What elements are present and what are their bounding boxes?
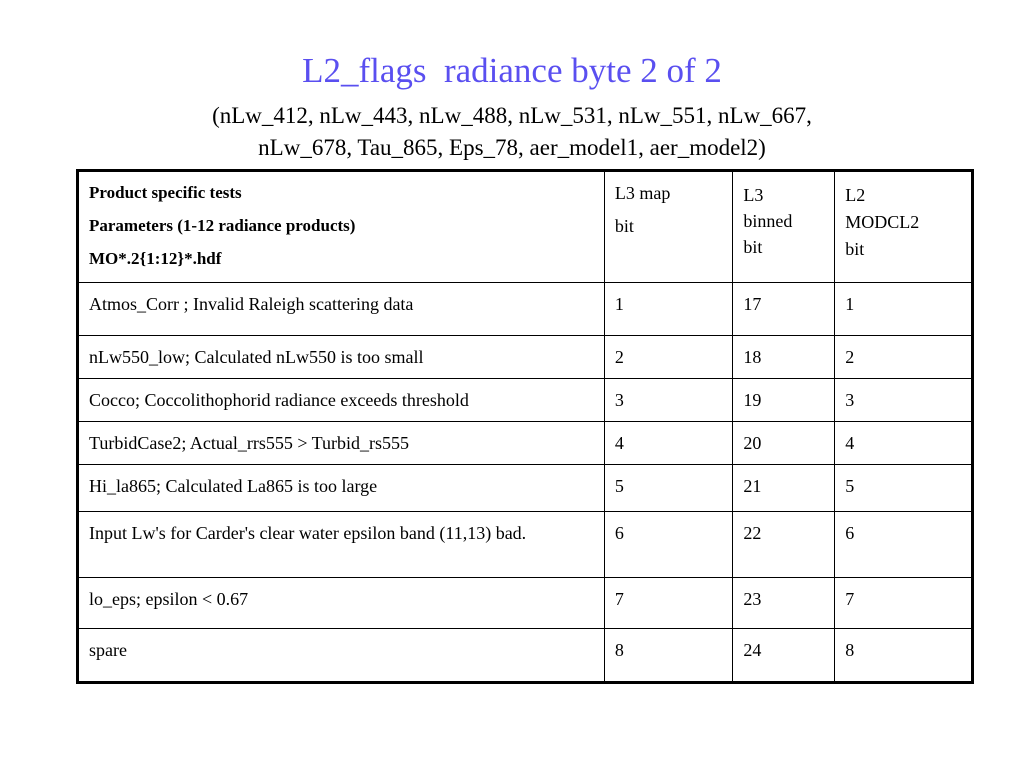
l3map-bit-cell: 5 xyxy=(604,465,733,512)
header-product-cell xyxy=(78,171,605,283)
l3map-bit-cell: 3 xyxy=(604,379,733,422)
l3map-bit-cell: 4 xyxy=(604,422,733,465)
header-l3binned-line-1: L3 xyxy=(743,185,764,205)
header-l2-line-2: MODCL2 xyxy=(845,212,920,232)
header-product-title: Product specific tests xyxy=(89,183,242,202)
test-cell: Input Lw's for Carder's clear water epsilon band (11,13) bad. xyxy=(78,512,605,578)
subtitle-line-2: nLw_678, Tau_865, Eps_78, aer_model1, aer_model2) xyxy=(258,135,766,160)
l3binned-bit-cell: 21 xyxy=(733,465,835,512)
l3binned-bit-cell: 23 xyxy=(733,578,835,629)
test-cell: nLw550_low; Calculated nLw550 is too small xyxy=(78,336,605,379)
header-l2-line-1: L2 xyxy=(845,185,866,205)
l2-bit-cell: 8 xyxy=(835,629,973,683)
test-cell: TurbidCase2; Actual_rrs555 > Turbid_rs555 xyxy=(78,422,605,465)
l2-bit-cell: 1 xyxy=(835,283,973,336)
table-row xyxy=(78,379,973,422)
l3binned-bit-cell: 22 xyxy=(733,512,835,578)
l3map-bit-cell: 2 xyxy=(604,336,733,379)
test-cell: lo_eps; epsilon < 0.67 xyxy=(78,578,605,629)
test-cell: Atmos_Corr ; Invalid Raleigh scattering data xyxy=(78,283,605,336)
header-l3map-line-1: L3 map xyxy=(614,183,671,203)
l3binned-bit-cell: 20 xyxy=(733,422,835,465)
header-parameters: Parameters (1-12 radiance products) xyxy=(89,216,356,235)
header-l3binned-line-2: binned xyxy=(743,211,793,231)
l3map-bit-cell: 1 xyxy=(604,283,733,336)
test-cell: Hi_la865; Calculated La865 is too large xyxy=(78,465,605,512)
subtitle-line-1: (nLw_412, nLw_443, nLw_488, nLw_531, nLw_551, nLw_667, xyxy=(212,103,812,128)
table-header-row xyxy=(78,171,973,283)
test-cell: Cocco; Coccolithophorid radiance exceeds threshold xyxy=(78,379,605,422)
l2-bit-cell: 4 xyxy=(835,422,973,465)
l3map-bit-cell: 6 xyxy=(604,512,733,578)
header-file-pattern: MO*.2{1:12}*.hdf xyxy=(89,249,222,268)
l3map-bit-cell: 8 xyxy=(604,629,733,683)
table-row xyxy=(78,512,973,578)
slide-title: L2_flags radiance byte 2 of 2 xyxy=(302,51,722,90)
slide-subtitle xyxy=(0,100,1024,164)
l2-flags-table xyxy=(76,169,974,684)
header-l2-cell xyxy=(835,171,973,283)
table-row xyxy=(78,465,973,512)
l3map-bit-cell: 7 xyxy=(604,578,733,629)
l2-bit-cell: 2 xyxy=(835,336,973,379)
l3binned-bit-cell: 18 xyxy=(733,336,835,379)
l3binned-bit-cell: 17 xyxy=(733,283,835,336)
header-l2-line-3: bit xyxy=(845,239,865,259)
l2-bit-cell: 7 xyxy=(835,578,973,629)
table-row xyxy=(78,283,973,336)
l2-bit-cell: 3 xyxy=(835,379,973,422)
l3binned-bit-cell: 19 xyxy=(733,379,835,422)
header-l3binned-line-3: bit xyxy=(743,237,763,257)
l2-bit-cell: 5 xyxy=(835,465,973,512)
l3binned-bit-cell: 24 xyxy=(733,629,835,683)
l2-bit-cell: 6 xyxy=(835,512,973,578)
header-l3map-line-2: bit xyxy=(614,216,634,236)
table-row xyxy=(78,336,973,379)
header-l3binned-cell xyxy=(733,171,835,283)
table-row xyxy=(78,578,973,629)
header-l3map-cell xyxy=(604,171,733,283)
table-row xyxy=(78,422,973,465)
test-cell: spare xyxy=(78,629,605,683)
table-row xyxy=(78,629,973,683)
